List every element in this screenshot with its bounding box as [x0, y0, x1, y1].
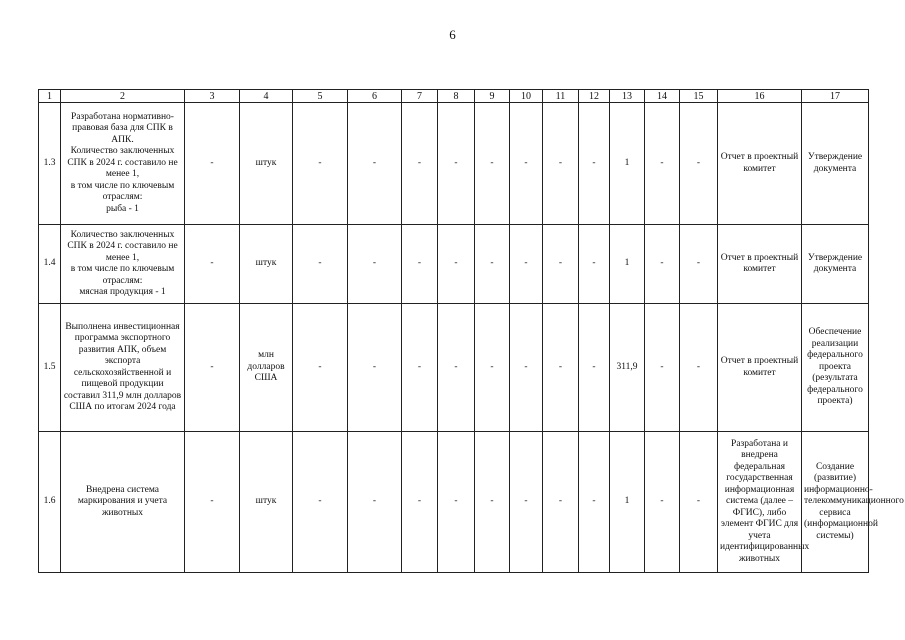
cell: - [645, 103, 680, 225]
cell: - [185, 304, 240, 432]
cell: - [510, 103, 543, 225]
table-row [39, 225, 869, 304]
table-row [39, 432, 869, 573]
result-cell: Создание (развитие) информационно-телекоммуникационного сервиса (информационной системы) [802, 432, 869, 573]
cell: - [645, 304, 680, 432]
cell: - [645, 432, 680, 573]
column-header: 17 [802, 90, 869, 103]
cell: - [680, 103, 718, 225]
cell: - [680, 432, 718, 573]
cell: - [510, 225, 543, 304]
report-cell: Отчет в проектный комитет [718, 103, 802, 225]
unit-cell: штук [240, 103, 293, 225]
report-cell: Разработана и внедрена федеральная государственная информационная система (далее – ФГИС), либо элемент ФГИС для учета идентифицированных животных [718, 432, 802, 573]
cell: - [293, 432, 348, 573]
row-description: Разработана нормативно-правовая база для СПК в АПК. Количество заключенных СПК в 2024 г. составило не менее 1, в том числе по ключевым отраслям: рыба - 1 [61, 103, 185, 225]
column-header: 7 [402, 90, 438, 103]
cell: - [510, 432, 543, 573]
value-cell: 311,9 [610, 304, 645, 432]
cell: - [543, 103, 579, 225]
column-header: 15 [680, 90, 718, 103]
plan-table [38, 89, 904, 573]
cell: - [543, 225, 579, 304]
report-cell: Отчет в проектный комитет [718, 304, 802, 432]
result-cell: Обеспечение реализации федерального проекта (результата федерального проекта) [802, 304, 869, 432]
cell: - [579, 103, 610, 225]
column-header: 3 [185, 90, 240, 103]
cell: - [543, 304, 579, 432]
cell: - [475, 103, 510, 225]
cell: - [475, 432, 510, 573]
value-cell: 1 [610, 225, 645, 304]
cell: - [402, 225, 438, 304]
column-header: 14 [645, 90, 680, 103]
column-header: 11 [543, 90, 579, 103]
cell: - [348, 103, 402, 225]
cell: - [543, 432, 579, 573]
column-header: 1 [39, 90, 61, 103]
cell: - [438, 432, 475, 573]
result-cell: Утверждение документа [802, 103, 869, 225]
column-header: 16 [718, 90, 802, 103]
column-header: 13 [610, 90, 645, 103]
row-number: 1.6 [39, 432, 61, 573]
row-description: Выполнена инвестиционная программа экспортного развития АПК, объем экспорта сельскохозяйственной и пищевой продукции составил 311,9 млн долларов США по итогам 2024 года [61, 304, 185, 432]
cell: - [293, 225, 348, 304]
row-description: Внедрена система маркирования и учета животных [61, 432, 185, 573]
value-cell: 1 [610, 432, 645, 573]
report-cell: Отчет в проектный комитет [718, 225, 802, 304]
column-header: 10 [510, 90, 543, 103]
row-number: 1.3 [39, 103, 61, 225]
cell: - [680, 304, 718, 432]
table-row [39, 103, 869, 225]
cell: - [510, 304, 543, 432]
cell: - [293, 103, 348, 225]
cell: - [645, 225, 680, 304]
cell: - [402, 103, 438, 225]
column-header: 2 [61, 90, 185, 103]
column-header: 8 [438, 90, 475, 103]
unit-cell: штук [240, 432, 293, 573]
value-cell: 1 [610, 103, 645, 225]
unit-cell: млн долларов США [240, 304, 293, 432]
cell: - [293, 304, 348, 432]
cell: - [185, 432, 240, 573]
table-row [39, 304, 869, 432]
row-number: 1.5 [39, 304, 61, 432]
cell: - [348, 304, 402, 432]
cell: - [475, 225, 510, 304]
column-header: 9 [475, 90, 510, 103]
cell: - [348, 432, 402, 573]
page-number: 6 [449, 27, 456, 42]
cell: - [185, 225, 240, 304]
cell: - [475, 304, 510, 432]
cell: - [579, 432, 610, 573]
unit-cell: штук [240, 225, 293, 304]
cell: - [438, 103, 475, 225]
column-header: 6 [348, 90, 402, 103]
header-row [39, 90, 869, 103]
cell: - [680, 225, 718, 304]
cell: - [579, 304, 610, 432]
column-header: 5 [293, 90, 348, 103]
cell: - [348, 225, 402, 304]
cell: - [438, 225, 475, 304]
row-description: Количество заключенных СПК в 2024 г. составило не менее 1, в том числе по ключевым отраслям: мясная продукция - 1 [61, 225, 185, 304]
cell: - [402, 304, 438, 432]
cell: - [579, 225, 610, 304]
cell: - [185, 103, 240, 225]
cell: - [438, 304, 475, 432]
column-header: 12 [579, 90, 610, 103]
column-header: 4 [240, 90, 293, 103]
row-number: 1.4 [39, 225, 61, 304]
cell: - [402, 432, 438, 573]
result-cell: Утверждение документа [802, 225, 869, 304]
